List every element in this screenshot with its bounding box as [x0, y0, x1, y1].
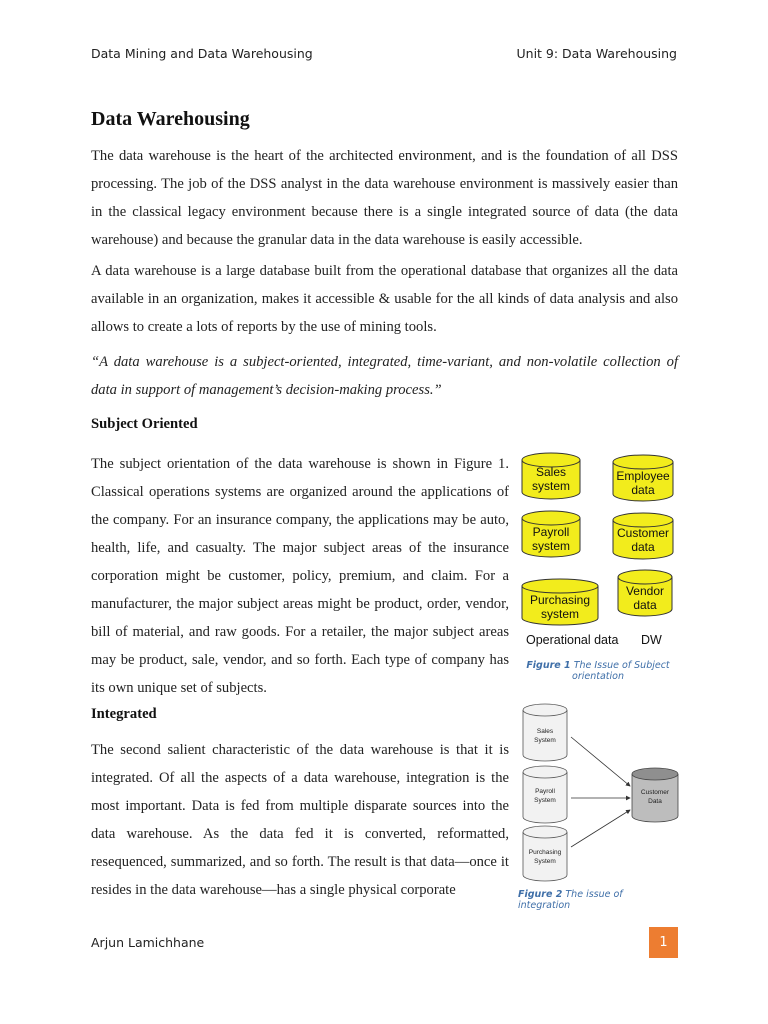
cylinder-label-line1: Customer [616, 526, 670, 540]
figure2-caption [518, 889, 673, 911]
cylinder-label-line2: system [540, 607, 580, 621]
cylinder-label-line1: Sales [535, 465, 567, 479]
figure1-caption-prefix: Figure 1 [526, 660, 571, 671]
figure-subject-orientation [515, 450, 685, 655]
arrow-sales-to-customer [571, 737, 630, 786]
cylinder-label-line1: Sales [536, 728, 554, 735]
cylinder-label-line2: System [534, 797, 556, 804]
header-left: Data Mining and Data Warehousing [91, 46, 313, 61]
cylinder-label-line2: system [531, 539, 571, 553]
figure2-caption-prefix: Figure 2 [518, 889, 563, 900]
arrow-purchasing-to-customer [571, 810, 630, 847]
cylinder-customer-data [613, 513, 673, 559]
figure-integration [515, 700, 685, 885]
label-operational-data: Operational data [526, 633, 619, 647]
cylinder-employee-data [613, 455, 673, 501]
page-number-badge: 1 [649, 927, 678, 958]
cylinder-label-line1: Payroll [535, 788, 555, 795]
cylinder-label-line1: Purchasing [529, 593, 591, 607]
cylinder-sales-system [522, 453, 580, 499]
figure2-caption-text: The issue of integration [518, 889, 623, 911]
page-title: Data Warehousing [91, 108, 250, 130]
cylinder-label-line2: data [633, 598, 657, 612]
cylinder-purchasing-system [522, 579, 598, 625]
cylinder-label-line2: data [631, 483, 655, 497]
cylinder-label-line1: Customer [640, 789, 670, 796]
cylinder-customer-target [632, 768, 678, 822]
figure1-caption [523, 660, 673, 682]
cylinder-sales-source [523, 704, 567, 761]
cylinder-label-line2: System [534, 858, 556, 865]
header-right: Unit 9: Data Warehousing [516, 46, 677, 61]
definition-quote: “A data warehouse is a subject-oriented, integrated, time-variant, and non-volatile collection of data in support of management’s decision-making process.” [91, 354, 678, 398]
heading-integrated: Integrated [91, 706, 157, 722]
heading-subject-oriented: Subject Oriented [91, 416, 198, 432]
footer-author: Arjun Lamichhane [91, 935, 205, 950]
cylinder-payroll-source [523, 766, 567, 823]
cylinder-label-line1: Employee [616, 469, 670, 483]
cylinder-purchasing-source [523, 826, 567, 881]
cylinder-vendor-data [618, 570, 672, 616]
cylinder-label-line2: system [531, 479, 571, 493]
subject-paragraph: The subject orientation of the data warehouse is shown in Figure 1. Classical operations systems are organized around the applications of the company. For an insurance company, the applications may be auto, health, life, and casualty. The major subject areas of the insurance corporation might be customer, policy, premium, and claim. For a manufacturer, the major subject areas might be product, order, vendor, bill of material, and raw goods. For a retailer, the major subject areas may be product, sale, vendor, and so forth. Each type of company has its own unique set of subjects. [91, 456, 509, 696]
cylinder-label-line1: Vendor [625, 584, 665, 598]
cylinder-label-line1: Purchasing [528, 849, 562, 856]
cylinder-label-line1: Payroll [532, 525, 570, 539]
label-dw: DW [641, 633, 662, 647]
integrated-paragraph: The second salient characteristic of the data warehouse is that it is integrated. Of all the aspects of a data warehouse, integration is the most important. Data is fed from multiple disparate sources into the data warehouse. As the data fed it is converted, reformatted, resequenced, summarized, and so forth. The result is that data—once it resides in the data warehouse—has a single physical corporate [91, 742, 509, 898]
cylinder-label-line2: System [534, 737, 556, 744]
figure1-caption-text: The Issue of Subject orientation [570, 660, 670, 682]
cylinder-payroll-system [522, 511, 580, 557]
cylinder-label-line2: Data [648, 798, 662, 805]
intro-paragraph-1: The data warehouse is the heart of the architected environment, and is the foundation of all DSS processing. The job of the DSS analyst in the data warehouse environment is massively easier than in the classical legacy environment because there is a single integrated source of data (the data warehouse) and because the granular data in the data warehouse is easily accessible. [91, 148, 678, 248]
intro-paragraph-2: A data warehouse is a large database built from the operational database that organizes all the data available in an organization, makes it accessible & usable for the all kinds of data analysis and also allows to create a lots of reports by the use of mining tools. [91, 263, 678, 335]
cylinder-label-line2: data [631, 540, 655, 554]
